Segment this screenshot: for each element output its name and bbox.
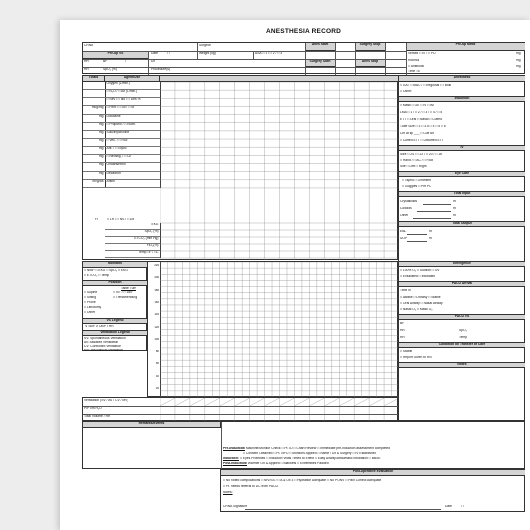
weight-label: Weight (kg)	[199, 52, 216, 55]
drug-unit: mg	[83, 131, 105, 139]
induction-label: Induction:	[223, 457, 239, 460]
vitals-scale-value: 40	[155, 373, 159, 378]
dx-label: Dx	[151, 60, 156, 63]
vitals-scale-value: 60	[155, 361, 159, 366]
vent-cv: CV: Controlled Ventilation	[84, 345, 122, 348]
pip-row-label: PIP cm H₂O	[84, 407, 102, 410]
preop-med-versed: Versed □ IV / □ PO	[408, 52, 436, 55]
table-turn-label: Table Turn	[121, 287, 137, 290]
totals-header: Totals	[83, 76, 105, 82]
ventilation-block	[82, 397, 398, 421]
position-prone: □ Prone	[84, 301, 96, 304]
preop-med-unit-2: mg	[516, 59, 521, 62]
monitor-row-label: ETCO₂ (mm Hg)	[105, 237, 160, 244]
ventilation-grid	[160, 398, 399, 422]
anes-stop-label: Anes Stop	[355, 59, 385, 67]
condition-report: □ Report Given to RN	[400, 356, 432, 359]
drug-unit: mg	[83, 172, 105, 180]
monitors-item-2: □ ETCO₂ □ Temp	[84, 274, 110, 277]
pacu-vs-spo2: SpO₂	[459, 329, 467, 332]
drug-unit: mcg/Bs	[83, 180, 105, 188]
input-ml-1: ml	[453, 200, 457, 203]
preop-meds-header: Pre-op Meds	[406, 43, 525, 51]
induction-text: □ Eyes Protected □ Induction Visits Timed to Effect □ Easy Airway/Atraumatic Intubation □ BBSE	[240, 457, 381, 460]
signature-date-label: Date	[445, 505, 452, 508]
preop-med-unit-1: mg	[516, 52, 521, 55]
pacu-vs-hr: HR	[400, 329, 405, 332]
iv-header: IV	[399, 145, 525, 151]
remarks-block	[82, 421, 525, 469]
preop-vs-header: Pre-op VS	[83, 51, 148, 59]
total-output-header: Total Output	[399, 221, 525, 227]
vitals-scale-value: 100	[154, 336, 159, 341]
drug-name: □ Sev / □ Iso / □ Des %	[105, 98, 160, 106]
procedure-label: Procedure(s)	[151, 68, 171, 71]
input-crystalloids: Crystalloids	[400, 200, 418, 203]
post-induction-text: □ Warmer On & Applied □ Blankets □ Extremities Padded	[245, 462, 329, 465]
drug-unit	[83, 98, 105, 106]
crna-label: CRNA	[84, 43, 94, 47]
emergence-item-1: □ 100% O₂ □ Suction □ OV	[400, 269, 440, 272]
drug-name: □ Vec. / □ Roc	[105, 139, 160, 147]
induction-header: Induction	[399, 96, 525, 102]
eye-care-header: Eye Care	[399, 171, 525, 177]
drug-unit: mcg/mg	[83, 106, 105, 114]
date-slashes: / /	[167, 52, 170, 55]
notes-header: Notes	[399, 362, 525, 368]
eye-care-item-1: □ Taped □ Ointment	[402, 179, 432, 182]
vitals-graph	[147, 261, 398, 397]
surgery-stop-label: Surgery Stop	[355, 43, 385, 51]
header-block	[82, 42, 525, 74]
post-induction-label: Post-Induction:	[223, 462, 248, 465]
preop-med-time: Time To	[408, 70, 420, 73]
induction-item-2: LMA □ 1 / □ 2 / □ 3 / □ 4 / □ 5	[400, 111, 443, 114]
drug-unit: mg	[83, 139, 105, 147]
drug-name: Oxygen (L/min.)	[105, 82, 160, 90]
anesthetic-header: Anesthetic	[399, 76, 525, 82]
form-title: ANESTHESIA RECORD	[265, 28, 342, 35]
emergence-item-2: □ Extubated □ Intubated	[400, 275, 436, 278]
date-label: Date	[151, 52, 158, 55]
monitor-rows	[105, 223, 161, 258]
output-uop: UOP	[400, 237, 408, 240]
drug-name: Ant. / □ Glyco	[105, 147, 160, 155]
condition-stable: □ Stable	[400, 350, 413, 353]
position-sitting: □ Sitting	[84, 296, 97, 299]
pacu-item-4: □ Nasal O₂ □ Mask O₂	[400, 308, 433, 311]
right-panel	[398, 75, 525, 421]
preop-med-unit-3: mg	[516, 65, 521, 68]
ventilation-row-label: Ventilation (SV / AV / CV / MV)	[84, 399, 129, 402]
iv-item-2: □ Hand / □ AC / □ Foot	[400, 159, 434, 162]
position-supine: □ Supine	[84, 291, 98, 294]
preop-med-robinul: Robinul	[408, 59, 420, 62]
pre-induction-text: □ Machine/Monitor Check □ Pt. ID □ Chart Review □ Immediate pre-induction assessment completed	[243, 447, 391, 450]
spo2-label: SpO₂ (%)	[103, 68, 117, 71]
pacu-vs-bp: BP	[400, 322, 405, 325]
position-lithotomy: □ Lithotomy	[84, 306, 102, 309]
drug-name: □ Neostig. / □ Cli	[105, 155, 160, 163]
vitals-scale-value: 20	[155, 386, 159, 390]
drug-unit: mg	[83, 147, 105, 155]
surgeon-label: Surgeon	[199, 43, 212, 47]
drug-unit	[83, 82, 105, 90]
input-ml-2: ml	[453, 207, 457, 210]
monitor-row-label: Temp □F / □C	[105, 251, 160, 258]
monitors-item-1: □ NIBP □ EKG □ SpO₂ □ EKG	[84, 269, 128, 272]
bp-slash: /	[125, 60, 126, 63]
agent-header: Agent/Use	[105, 76, 160, 82]
pacu-arrival-header: PACU Arrival	[399, 281, 525, 287]
drug-name: □ Propofol / □ Etom.	[105, 123, 160, 131]
induction-item-4: Tube Size □ 3 □ 3.5 □ 4 □ 5 □ 6	[400, 125, 446, 128]
vitals-scale-value: 80	[155, 349, 159, 354]
induction-item-5: Cm at lip ___ □ Cuff Air	[400, 132, 434, 135]
anesthetic-item-2: □ Other:	[400, 90, 413, 93]
pre-induction-text-2: □ Consent Obtained □ Pt. NPO □ Monitors Applied □ Name / Dx & Surgery □ IV Established	[243, 452, 377, 455]
drug-name: Decadron	[105, 172, 160, 180]
output-ml-2: ml	[429, 237, 433, 240]
table-turn-90: □ 90° / □ 180°	[113, 291, 134, 294]
drug-time-grid	[160, 82, 399, 260]
emergence-header: Emergence	[399, 261, 525, 267]
vitals-scale-value: 160	[154, 299, 159, 304]
output-ml-1: ml	[429, 230, 433, 233]
input-ml-3: ml	[453, 214, 457, 217]
drug-names-column	[105, 82, 161, 188]
monitor-row-label: FiO₂(%)	[105, 244, 160, 251]
pacu-item-3: □ Oral Airway □ Nasal Airway	[400, 302, 443, 305]
post-eval-block	[220, 469, 525, 512]
signature-date-slashes: / /	[461, 505, 464, 508]
vitals-scale-value: 120	[154, 324, 159, 329]
pacu-vs-temp: Temp	[459, 336, 468, 339]
vent-sv: SV: Spontaneous Ventilation	[84, 337, 126, 340]
drug-unit: mg	[83, 155, 105, 163]
input-colloids: Colloids	[400, 207, 412, 210]
table-turn-trend: □ Trendelenburg	[113, 296, 138, 299]
drug-name: Lidocaine	[105, 115, 160, 123]
anes-start-label: Anes Start	[305, 43, 335, 51]
drug-unit	[83, 90, 105, 98]
drug-grid	[82, 75, 398, 260]
form-paper	[60, 20, 530, 530]
output-ebl: EBL	[400, 230, 407, 233]
iv-item-3: Site □ Left □ Right	[400, 165, 427, 168]
asa-label: ASA □ 1 / □ 2 / □ 3	[255, 52, 283, 55]
drug-name: Succinylcholine	[105, 131, 160, 139]
induction-item-3: ETT □ Oral □ Nasal □ Cuffed	[400, 118, 442, 121]
eye-care-item-2: □ Goggles □ Per PL	[402, 185, 432, 188]
position-other: □ Other	[84, 311, 96, 314]
vitals-scale-value: 220	[154, 263, 159, 267]
crna-signature-label: CRNA Signature	[223, 505, 248, 508]
drug-unit: mg	[83, 123, 105, 131]
fi-label: FI	[95, 218, 98, 221]
fluid-row: □ LR / □ NS / □ D5	[107, 218, 135, 221]
monitors-header: Monitors	[83, 262, 147, 268]
preop-med-antibiotic: □ Antibiotic	[408, 65, 425, 68]
drug-name: □ N₂O / □ Air (L/min.)	[105, 90, 160, 98]
hr-label: HR	[84, 60, 89, 63]
tv-row-label: Total Volume / RR	[84, 415, 111, 418]
iv-item-1: Size □ 24 / □ 22 / □ 20 / □ 18	[400, 153, 442, 156]
vs-legend-header: VS Legend	[83, 318, 147, 324]
left-panel	[82, 261, 147, 351]
vitals-scale-value: 140	[154, 312, 159, 317]
vitals-grid	[160, 262, 399, 397]
pacu-vs-header: PACU VS	[399, 314, 525, 320]
monitor-row-label: SpO₂ (%)	[105, 230, 160, 237]
condition-header: Condition on Transfer of Care	[399, 342, 525, 348]
vitals-scale-value: 200	[154, 275, 159, 280]
pacu-time-in: Time In	[400, 289, 411, 292]
drug-name: Antbx	[105, 180, 160, 188]
drug-name: □ Fent / □ Dil / □ Sf	[105, 106, 160, 114]
post-eval-notes-label: Notes:	[223, 491, 233, 494]
induction-item-6: □ Cuffed ETT □ Uncuffed ETT	[400, 139, 444, 142]
drug-units-column	[83, 82, 106, 188]
drug-unit: mg	[83, 115, 105, 123]
vent-legend-header: Ventilation Legend	[83, 330, 147, 336]
vitals-scale-value: 180	[154, 287, 159, 292]
bp-label: BP	[103, 60, 108, 63]
total-input-header: Total Input	[399, 191, 525, 197]
vent-av: AV: Assisted Ventilation	[84, 341, 119, 344]
vs-legend: ∨ SBP ∧ DBP • HR	[85, 325, 114, 328]
post-eval-header: Post-operative Evaluation	[221, 470, 525, 476]
remarks-header: Remarks/Events	[83, 422, 221, 428]
input-other: Other	[400, 214, 409, 217]
anesthetic-item-1: □ GA / □ MAC / □ Regional / □ Bhlk	[400, 84, 452, 87]
pacu-item-2: □ Awake □ Drowsy □ Stable	[400, 296, 441, 299]
vent-mv: MV: Mechanical Ventilation	[84, 349, 124, 352]
drug-unit: mg	[83, 163, 105, 171]
drug-name: Ondansetron	[105, 163, 160, 171]
pacu-vs-rr: RR	[400, 336, 405, 339]
position-header: Position	[83, 280, 147, 286]
monitor-row-label: EKG	[105, 223, 160, 230]
anesthesia-record-form	[82, 20, 525, 530]
post-eval-line-1: □ No noted complications □ N/V/SS / □ A & Ox 3 □ Hydration Adequate □ No PONV □ Pain Control Adequate	[223, 479, 382, 482]
induction-item-1: □ Mask □ OE □ IV □ IM	[400, 104, 434, 107]
post-eval-line-2: □ Pt. needs referral to DC from PACU	[223, 485, 278, 488]
pre-induction-label: Pre-Induction:	[223, 447, 246, 450]
rr-label: RR	[84, 68, 89, 71]
surgery-start-label: Surgery Start	[305, 59, 335, 67]
